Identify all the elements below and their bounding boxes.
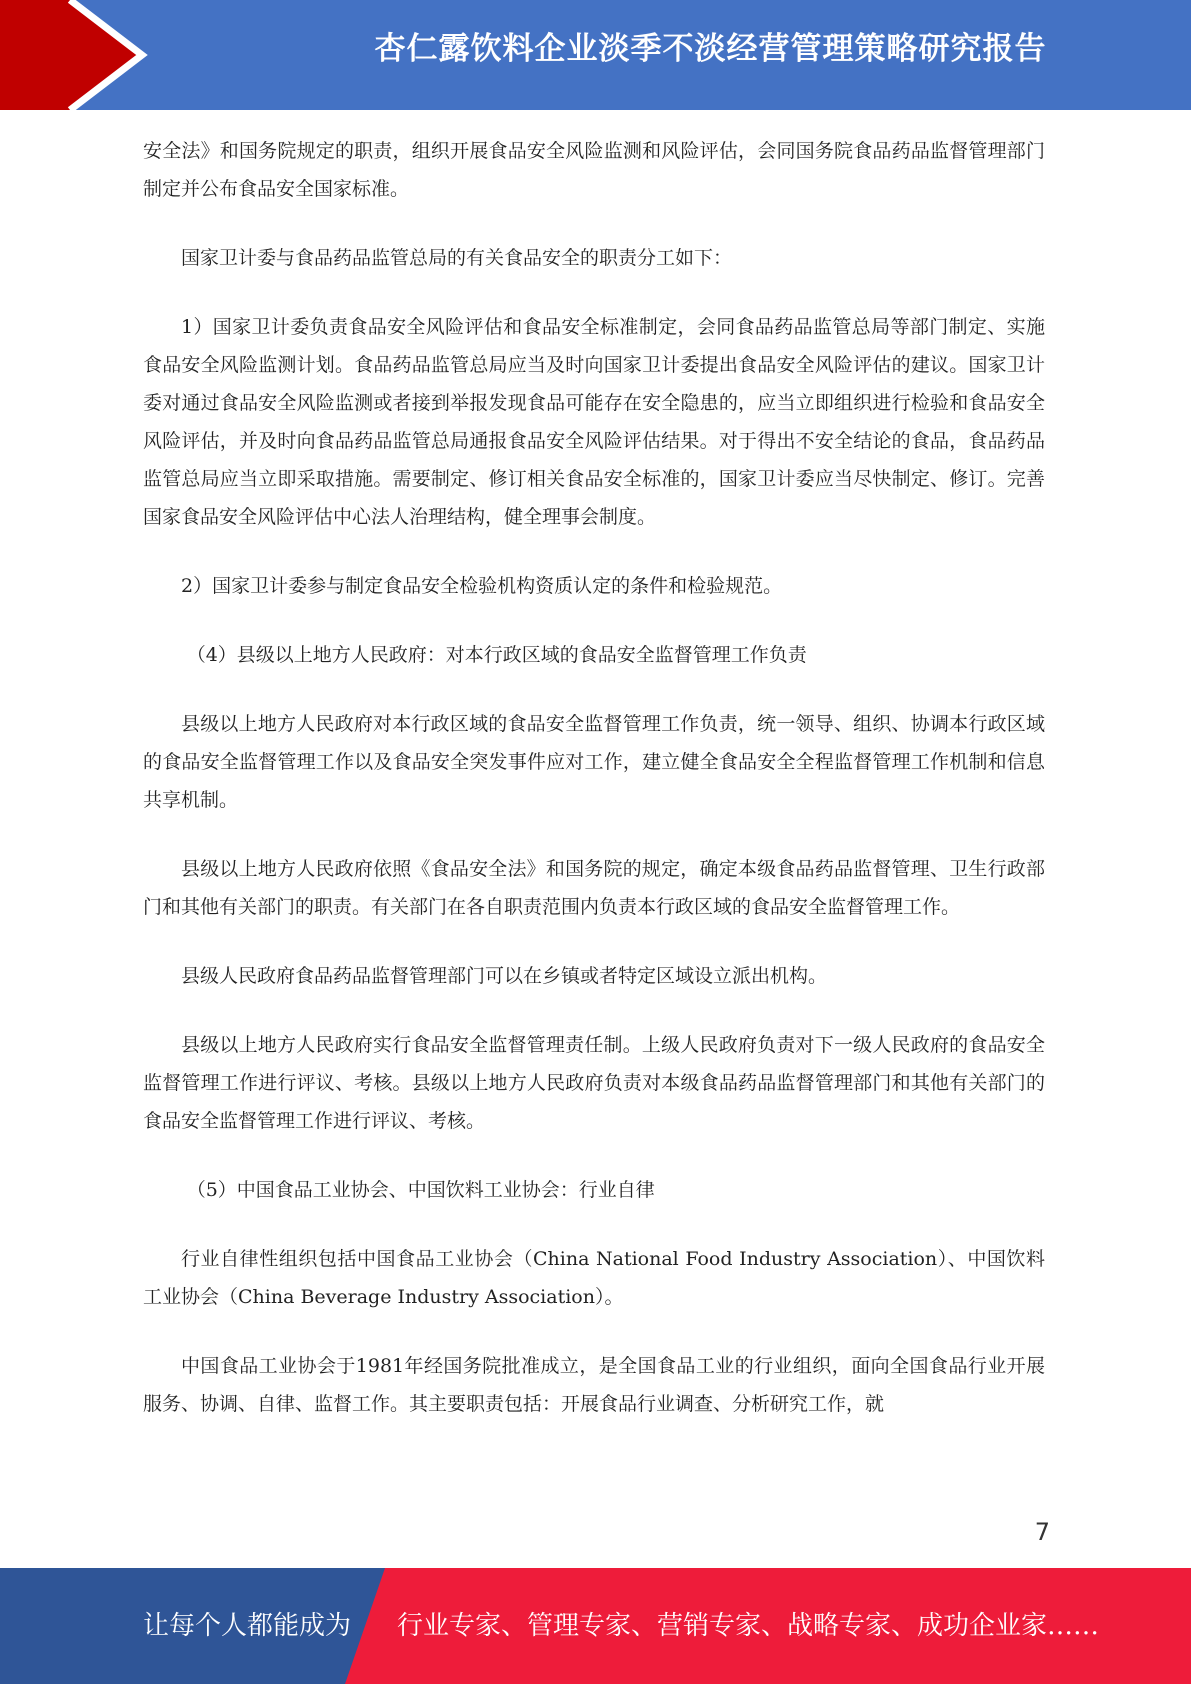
- paragraph: 县级以上地方人民政府实行食品安全监督管理责任制。上级人民政府负责对下一级人民政府的食品安全监督管理工作进行评议、考核。县级以上地方人民政府负责对本级食品药品监督管理部门和其他有关部门的食品安全监督管理工作进行评议、考核。: [143, 1034, 1045, 1132]
- report-header: [0, 0, 1191, 110]
- paragraph: 县级以上地方人民政府对本行政区域的食品安全监督管理工作负责，统一领导、组织、协调本行政区域的食品安全监督管理工作以及食品安全突发事件应对工作，建立健全食品安全全程监督管理工作机制和信息共享机制。: [143, 713, 1045, 811]
- report-title: 杏仁露饮料企业淡季不淡经营管理策略研究报告: [374, 31, 1047, 67]
- footer-slogan-right: 行业专家、管理专家、营销专家、战略专家、成功企业家……: [397, 1611, 1100, 1641]
- paragraph-continuation: 安全法》和国务院规定的职责，组织开展食品安全风险监测和风险评估，会同国务院食品药品监督管理部门制定并公布食品安全国家标准。: [143, 140, 1045, 200]
- paragraph: 行业自律性组织包括中国食品工业协会（China National Food Industry Association）、中国饮料工业协会（China Beverage Industry Association）。: [143, 1248, 1045, 1308]
- page-number: 7: [1034, 1518, 1050, 1546]
- paragraph: 县级人民政府食品药品监督管理部门可以在乡镇或者特定区域设立派出机构。: [181, 965, 828, 987]
- paragraph: 中国食品工业协会于1981年经国务院批准成立，是全国食品工业的行业组织，面向全国食品行业开展服务、协调、自律、监督工作。其主要职责包括：开展食品行业调查、分析研究工作，就: [143, 1355, 1045, 1415]
- paragraph: 县级以上地方人民政府依照《食品安全法》和国务院的规定，确定本级食品药品监督管理、卫生行政部门和其他有关部门的职责。有关部门在各自职责范围内负责本行政区域的食品安全监督管理工作。: [143, 858, 1045, 918]
- section-heading-5: （5）中国食品工业协会、中国饮料工业协会：行业自律: [186, 1179, 655, 1201]
- chevron-arrow-icon: [0, 0, 160, 110]
- paragraph-list-item-2: 2）国家卫计委参与制定食品安全检验机构资质认定的条件和检验规范。: [181, 575, 783, 597]
- paragraph: 国家卫计委与食品药品监管总局的有关食品安全的职责分工如下：: [181, 247, 733, 269]
- section-heading-4: （4）县级以上地方人民政府：对本行政区域的食品安全监督管理工作负责: [186, 644, 807, 666]
- footer-slogan-left: 让每个人都能成为: [143, 1611, 352, 1641]
- paragraph-list-item-1: 1）国家卫计委负责食品安全风险评估和食品安全标准制定，会同食品药品监管总局等部门制定、实施食品安全风险监测计划。食品药品监管总局应当及时向国家卫计委提出食品安全风险评估的建议。国家卫计委对通过食品安全风险监测或者接到举报发现食品可能存在安全隐患的，应当立即组织进行检验和食品安全风险评估，并及时向食品药品监管总局通报食品安全风险评估结果。对于得出不安全结论的食品，食品药品监管总局应当立即采取措施。需要制定、修订相关食品安全标准的，国家卫计委应当尽快制定、修订。完善国家食品安全风险评估中心法人治理结构，健全理事会制度。: [143, 316, 1045, 528]
- report-footer: [0, 1568, 1191, 1684]
- document-body: [143, 132, 1045, 1454]
